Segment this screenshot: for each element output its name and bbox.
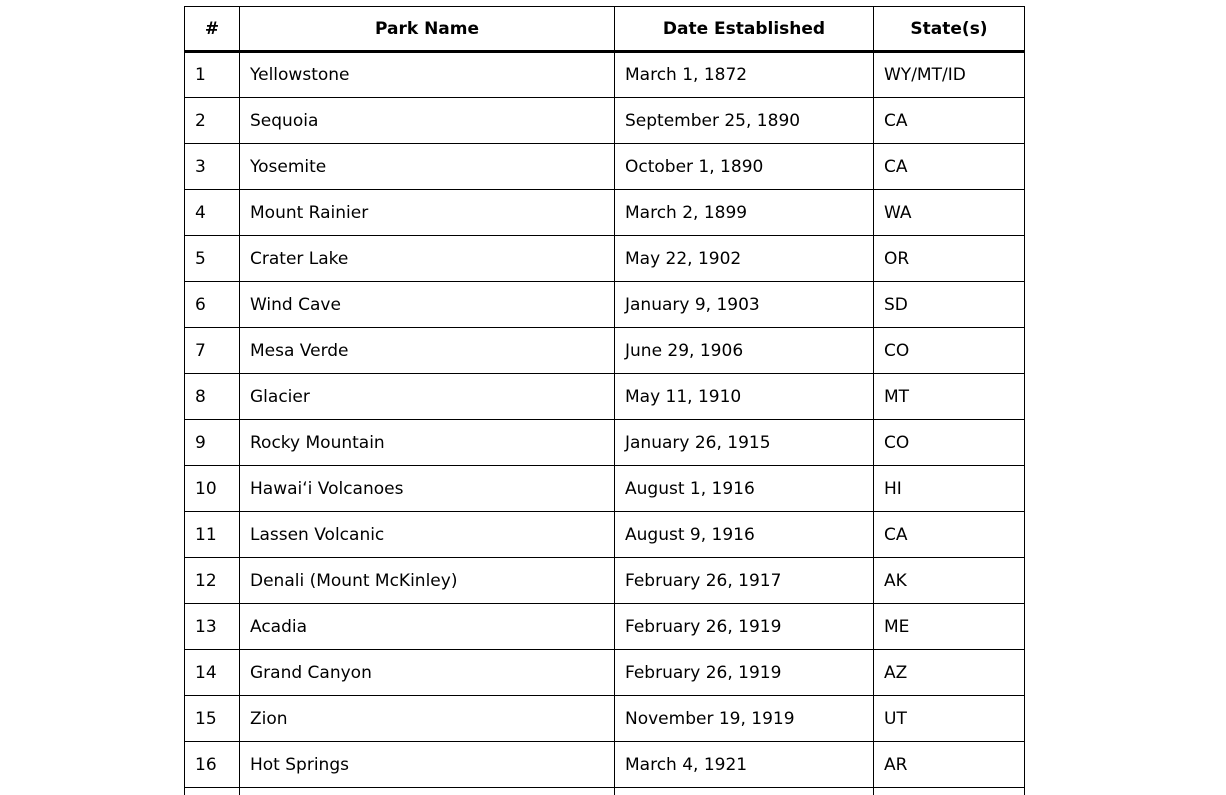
cell-park-name: Hawaiʻi Volcanoes [240,466,615,512]
table-row [185,282,1025,328]
cell-states: WA [874,190,1025,236]
cell-number: 10 [185,466,240,512]
cell-park-name: Yosemite [240,144,615,190]
header-date-established: Date Established [615,7,874,52]
cell-date-established: August 9, 1916 [615,512,874,558]
cell-park-name: Yellowstone [240,52,615,98]
table-row-partial [185,788,1025,795]
cell-states: AK [874,558,1025,604]
cell-park-name: Acadia [240,604,615,650]
cell-date-established: March 4, 1921 [615,742,874,788]
cell-states: OR [874,236,1025,282]
cell-number: 5 [185,236,240,282]
cell-date-established: January 9, 1903 [615,282,874,328]
cell-number: 16 [185,742,240,788]
cell-date-established: October 1, 1890 [615,144,874,190]
cell-park-name: Mesa Verde [240,328,615,374]
cell-park-name: Zion [240,696,615,742]
cell-number: 14 [185,650,240,696]
cell-number: 7 [185,328,240,374]
cell-states: MT [874,374,1025,420]
cell-states: CA [874,512,1025,558]
cell-states: ME [874,604,1025,650]
table-row [185,742,1025,788]
table-row [185,466,1025,512]
cell-park-name: Crater Lake [240,236,615,282]
cell-number: 12 [185,558,240,604]
cell-states [874,788,1025,795]
cell-states: CA [874,98,1025,144]
cell-date-established: June 29, 1906 [615,328,874,374]
cell-states: CA [874,144,1025,190]
header-park-name: Park Name [240,7,615,52]
cell-date-established: May 11, 1910 [615,374,874,420]
table-row [185,650,1025,696]
cell-park-name [240,788,615,795]
cell-park-name: Wind Cave [240,282,615,328]
cell-number: 15 [185,696,240,742]
cell-number: 6 [185,282,240,328]
table-row [185,190,1025,236]
table-row [185,604,1025,650]
header-row [185,7,1025,52]
cell-park-name: Denali (Mount McKinley) [240,558,615,604]
table-row [185,144,1025,190]
cell-states: WY/MT/ID [874,52,1025,98]
cell-park-name: Hot Springs [240,742,615,788]
table-header [185,7,1025,52]
cell-park-name: Lassen Volcanic [240,512,615,558]
table-row [185,98,1025,144]
cell-states: UT [874,696,1025,742]
cell-park-name: Mount Rainier [240,190,615,236]
cell-park-name: Glacier [240,374,615,420]
national-parks-table [184,6,1025,795]
cell-number: 4 [185,190,240,236]
cell-date-established: February 26, 1919 [615,604,874,650]
cell-number: 9 [185,420,240,466]
cell-number: 3 [185,144,240,190]
header-number: # [185,7,240,52]
cell-date-established: September 25, 1890 [615,98,874,144]
cell-states: AR [874,742,1025,788]
cell-park-name: Rocky Mountain [240,420,615,466]
cell-date-established: January 26, 1915 [615,420,874,466]
cell-date-established: February 26, 1917 [615,558,874,604]
table-row [185,512,1025,558]
cell-states: AZ [874,650,1025,696]
cell-states: SD [874,282,1025,328]
header-states: State(s) [874,7,1025,52]
cell-park-name: Sequoia [240,98,615,144]
table-row [185,420,1025,466]
cell-number: 2 [185,98,240,144]
cell-states: HI [874,466,1025,512]
cell-number [185,788,240,795]
cell-park-name: Grand Canyon [240,650,615,696]
cell-date-established: August 1, 1916 [615,466,874,512]
cell-number: 1 [185,52,240,98]
cell-number: 8 [185,374,240,420]
cell-date-established: May 22, 1902 [615,236,874,282]
cell-number: 13 [185,604,240,650]
cell-states: CO [874,420,1025,466]
table-row [185,558,1025,604]
cell-date-established [615,788,874,795]
table-row [185,374,1025,420]
cell-number: 11 [185,512,240,558]
cell-date-established: March 1, 1872 [615,52,874,98]
table-row [185,328,1025,374]
table-row [185,236,1025,282]
cell-date-established: November 19, 1919 [615,696,874,742]
cell-date-established: February 26, 1919 [615,650,874,696]
cell-date-established: March 2, 1899 [615,190,874,236]
table-row [185,52,1025,98]
table-body [185,52,1025,795]
table-row [185,696,1025,742]
cell-states: CO [874,328,1025,374]
